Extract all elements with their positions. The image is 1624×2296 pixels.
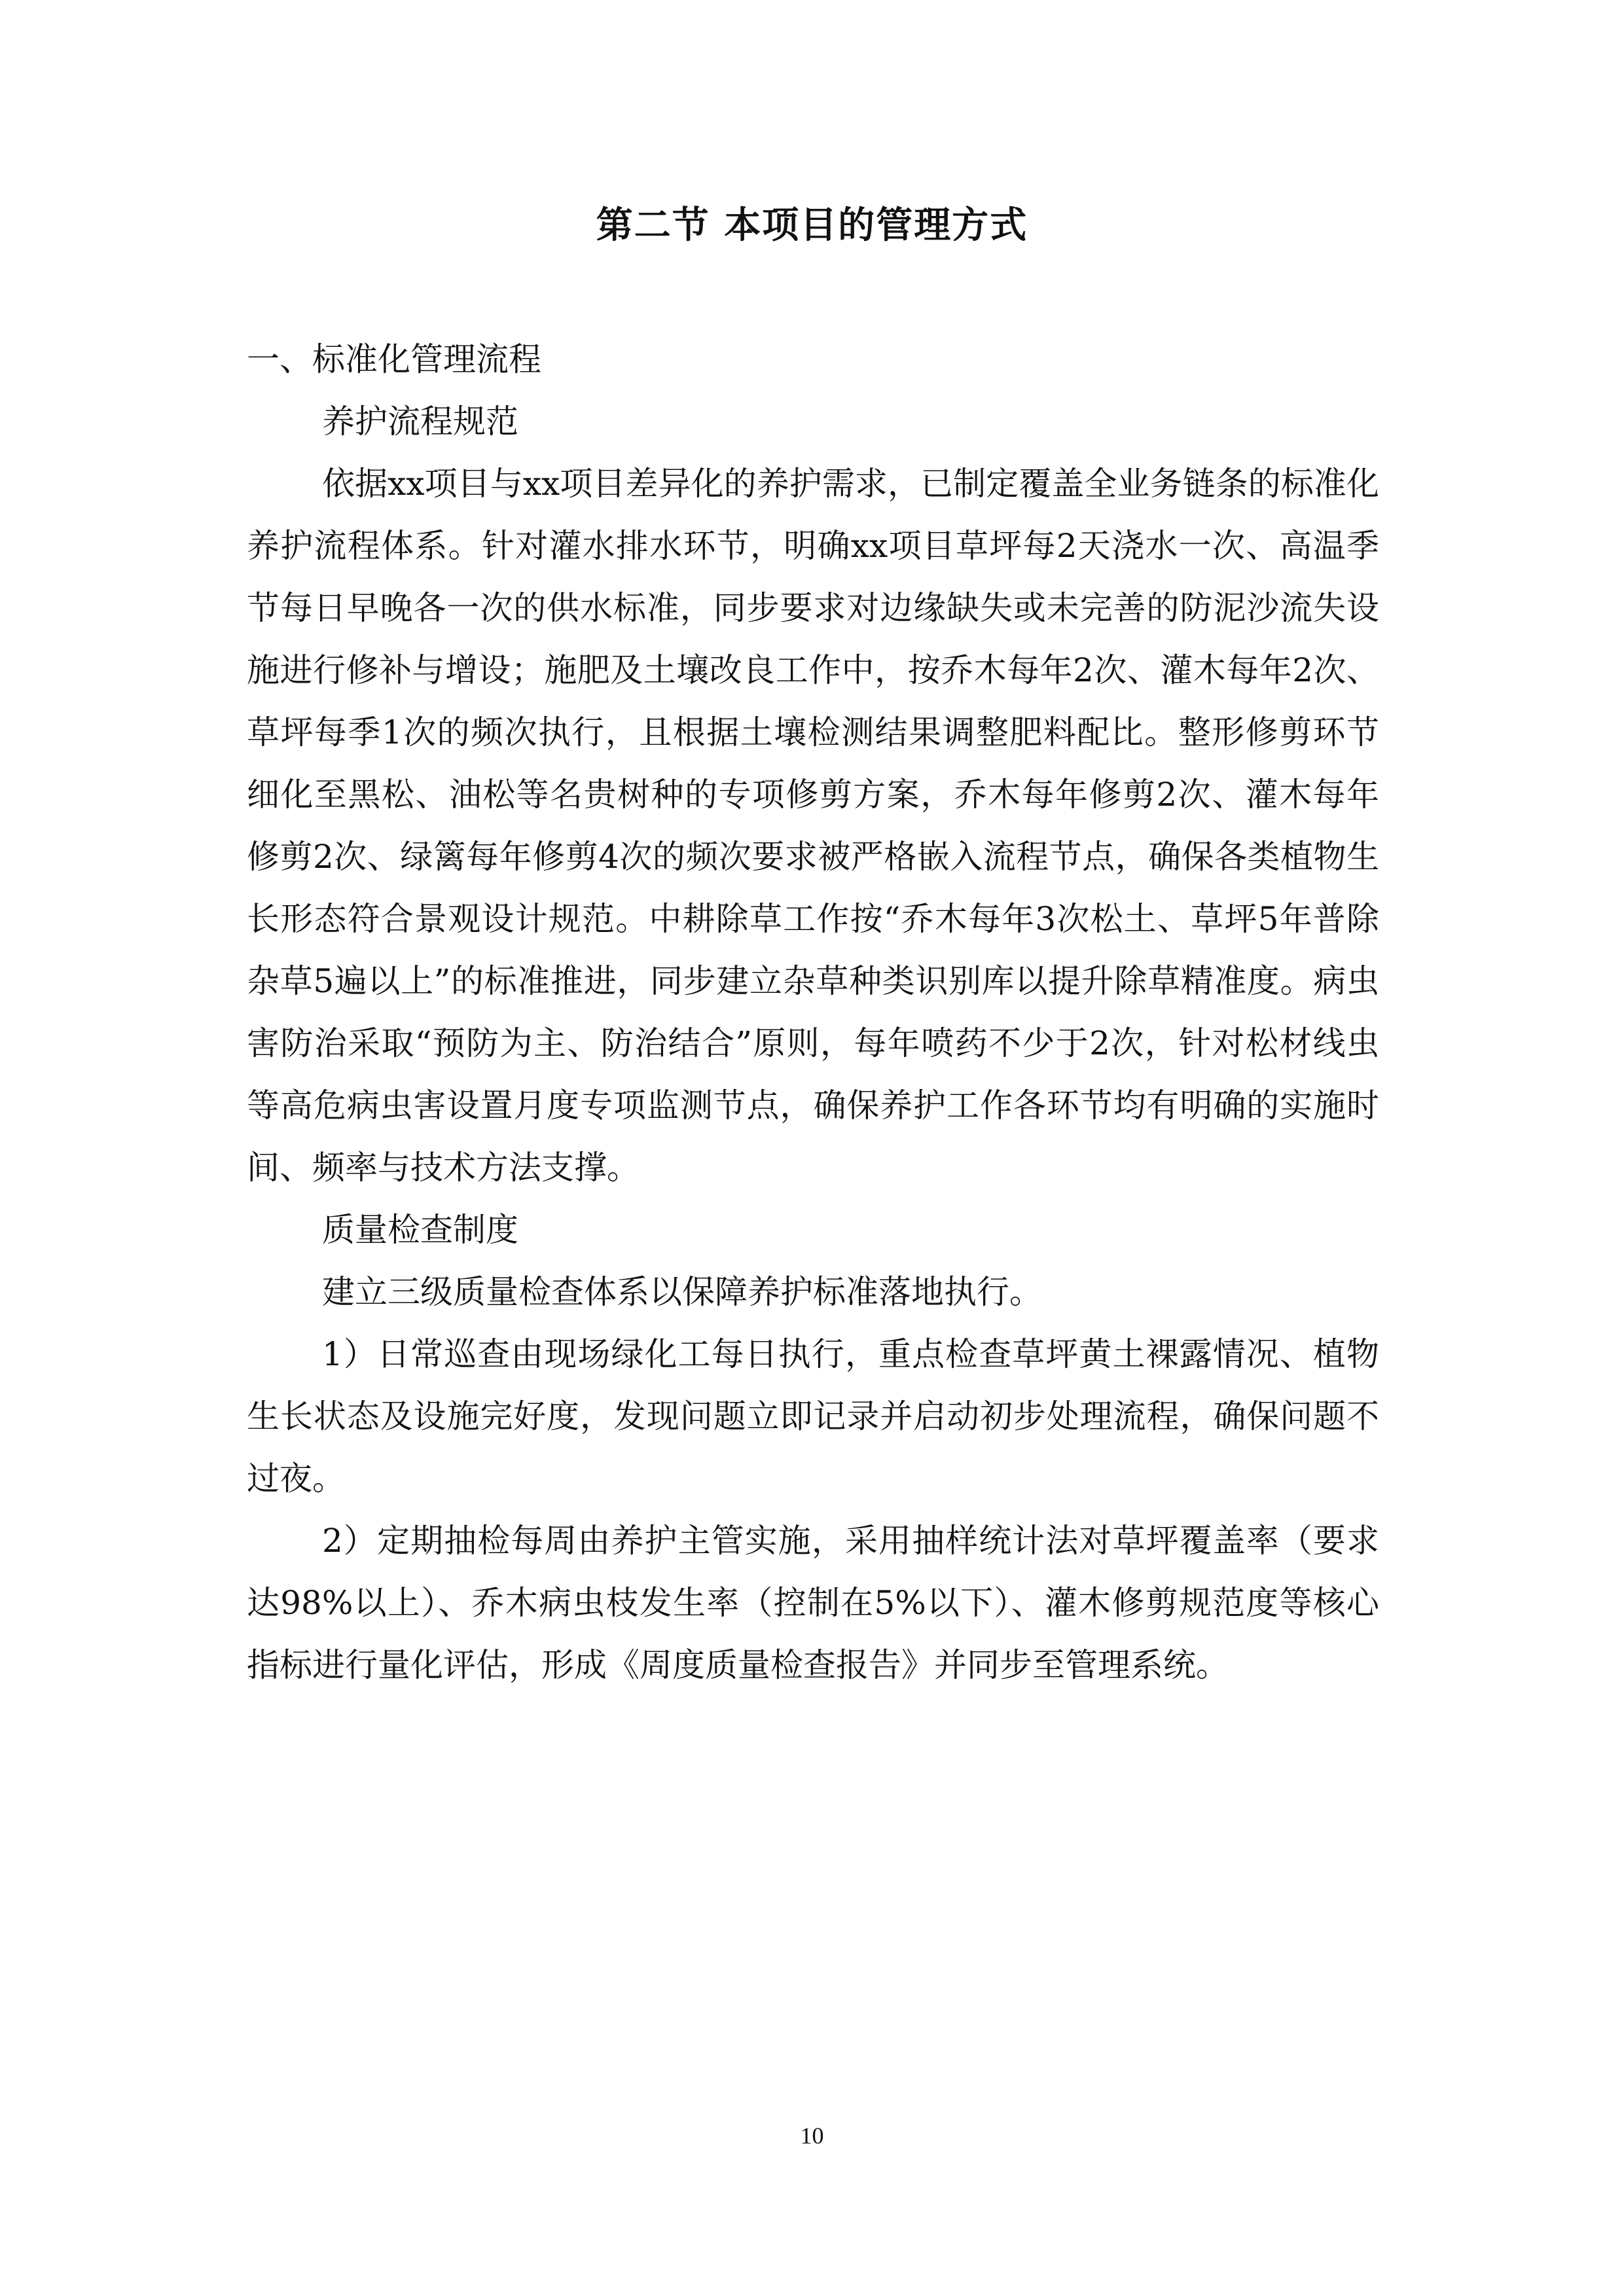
subheading-quality-inspection: 质量检查制度: [322, 1211, 518, 1249]
page-number: 10: [800, 2123, 824, 2149]
paragraph-quality-intro: 建立三级质量检查体系以保障养护标准落地执行。: [322, 1273, 1042, 1311]
heading-standardized-management: 一、标准化管理流程: [247, 340, 541, 378]
subheading-maintenance-process: 养护流程规范: [322, 403, 518, 440]
paragraph-weekly-inspection: 2）定期抽检每周由养护主管实施，采用抽样统计法对草坪覆盖率（要求达98%以上）、乔木病虫枝发生率（控制在5%以下）、灌木修剪规范度等核心指标进行量化评估，形成《周度质量检查报告》并同步至管理系统。: [247, 1522, 1379, 1684]
paragraph-daily-inspection: 1）日常巡查由现场绿化工每日执行，重点检查草坪黄土裸露情况、植物生长状态及设施完好度，发现问题立即记录并启动初步处理流程，确保问题不过夜。: [247, 1335, 1379, 1498]
document-body: [247, 329, 1379, 1696]
paragraph-maintenance-process: 依据xx项目与xx项目差异化的养护需求，已制定覆盖全业务链条的标准化养护流程体系。针对灌水排水环节，明确xx项目草坪每2天浇水一次、高温季节每日早晚各一次的供水标准，同步要求对边缘缺失或未完善的防泥沙流失设施进行修补与增设；施肥及土壤改良工作中，按乔木每年2次、灌木每年2次、草坪每季1次的频次执行，且根据土壤检测结果调整肥料配比。整形修剪环节细化至黑松、油松等名贵树种的专项修剪方案，乔木每年修剪2次、灌木每年修剪2次、绿篱每年修剪4次的频次要求被严格嵌入流程节点，确保各类植物生长形态符合景观设计规范。中耕除草工作按“乔木每年3次松土、草坪5年普除杂草5遍以上”的标准推进，同步建立杂草种类识别库以提升除草精准度。病虫害防治采取“预防为主、防治结合”原则，每年喷药不少于2次，针对松材线虫等高危病虫害设置月度专项监测节点，确保养护工作各环节均有明确的实施时间、频率与技术方法支撑。: [247, 465, 1379, 1187]
section-title: 第二节 本项目的管理方式: [596, 204, 1028, 247]
